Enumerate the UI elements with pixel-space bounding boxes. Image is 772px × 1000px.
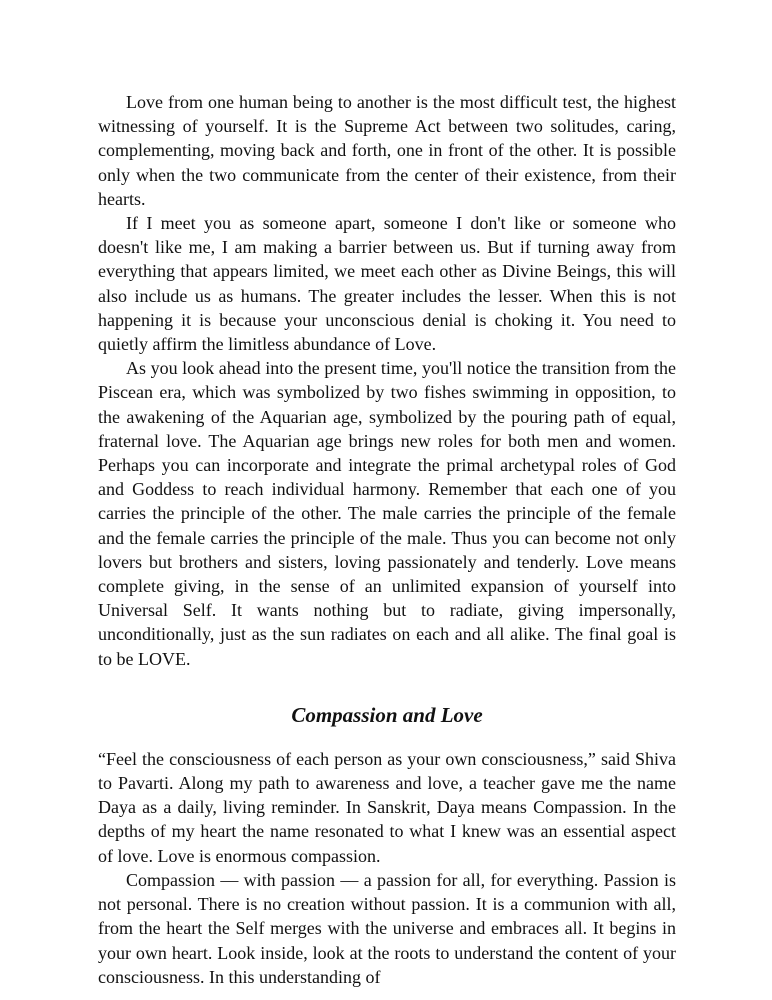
- section-compassion: [98, 747, 676, 989]
- section-love: [98, 90, 676, 671]
- paragraph: As you look ahead into the present time, you'll notice the transition from the Piscean era, which was symbolized by two fishes swimming in opposition, to the awakening of the Aquarian age, symbolized by the pouring path of equal, fraternal love. The Aquarian age brings new roles for both men and women. Perhaps you can incorporate and integrate the primal archetypal roles of God and Goddess to reach individual harmony. Remember that each one of you carries the principle of the other. The male carries the principle of the female and the female carries the principle of the male. Thus you can become not only lovers but brothers and sisters, loving passionately and tenderly. Love means complete giving, in the sense of an unlimited expansion of yourself into Universal Self. It wants nothing but to radiate, giving impersonally, unconditionally, just as the sun radiates on each and all alike. The final goal is to be LOVE.: [98, 358, 676, 669]
- paragraph: Compassion — with passion — a passion for all, for everything. Passion is not personal. There is no creation without passion. It is a communion with all, from the heart the Self merges with the universe and embraces all. It begins in your own heart. Look inside, look at the roots to understand the content of your consciousness. In this understanding of: [98, 869, 676, 987]
- paragraph: If I meet you as someone apart, someone I don't like or someone who doesn't like me, I am making a barrier between us. But if turning away from everything that appears limited, we meet each other as Divine Beings, this will also include us as humans. The greater includes the lesser. When this is not happening it is because your unconscious denial is choking it. You need to quietly affirm the limitless abundance of Love.: [98, 213, 676, 355]
- document-page: [98, 90, 676, 989]
- paragraph: Love from one human being to another is the most difficult test, the highest witnessing of yourself. It is the Supreme Act between two solitudes, caring, complementing, moving back and forth, one in front of the other. It is possible only when the two communicate from the center of their existence, from their hearts.: [98, 92, 676, 209]
- section-heading: Compassion and Love: [291, 702, 483, 727]
- paragraph: “Feel the consciousness of each person as your own consciousness,” said Shiva to Pavarti. Along my path to awareness and love, a teacher gave me the name Daya as a daily, living reminder. In Sanskrit, Daya means Compassion. In the depths of my heart the name resonated to what I knew was an essential aspect of love. Love is enormous compassion.: [98, 748, 676, 866]
